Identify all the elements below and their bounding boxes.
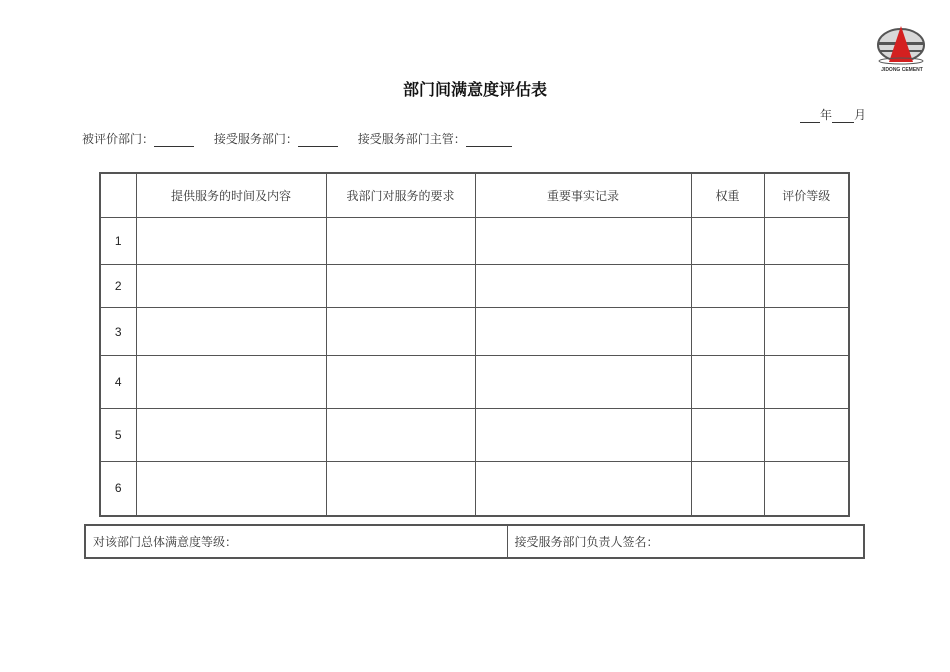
column-header: 评价等级 [764, 173, 849, 218]
evaluator-dept-field [82, 130, 194, 147]
table-cell[interactable] [691, 218, 764, 265]
signature-cell[interactable]: 接受服务部门负责人签名： [507, 525, 864, 558]
row-number: 5 [100, 409, 136, 462]
table-cell[interactable] [475, 218, 691, 265]
service-dept-field [214, 130, 338, 147]
table-cell[interactable] [475, 265, 691, 308]
year-blank[interactable] [800, 109, 820, 123]
evaluator-dept-blank[interactable] [154, 133, 194, 147]
table-cell[interactable] [691, 462, 764, 516]
table-cell[interactable] [326, 218, 475, 265]
date-line [800, 106, 866, 123]
table-row [100, 409, 849, 462]
row-number: 4 [100, 356, 136, 409]
row-number: 6 [100, 462, 136, 516]
table-cell[interactable] [691, 356, 764, 409]
logo-text: JIDONG CEMENT [881, 67, 923, 73]
table-cell[interactable] [691, 409, 764, 462]
service-supervisor-label: 接受服务部门主管： [357, 132, 466, 146]
table-cell[interactable] [136, 356, 326, 409]
table-cell[interactable] [764, 409, 849, 462]
table-row [100, 356, 849, 409]
table-cell[interactable] [326, 462, 475, 516]
overall-satisfaction-cell[interactable]: 对该部门总体满意度等级： [85, 525, 507, 558]
table-cell[interactable] [326, 308, 475, 356]
table-cell[interactable] [136, 462, 326, 516]
year-label: 年 [819, 108, 832, 122]
service-supervisor-blank[interactable] [466, 133, 512, 147]
table-row [100, 308, 849, 356]
table-row [100, 462, 849, 516]
table-cell[interactable] [764, 218, 849, 265]
service-supervisor-field [358, 130, 512, 147]
column-header: 提供服务的时间及内容 [136, 173, 326, 218]
table-header-row [100, 173, 849, 218]
table-cell[interactable] [136, 409, 326, 462]
evaluation-table [99, 172, 850, 517]
column-header [100, 173, 136, 218]
table-cell[interactable] [475, 308, 691, 356]
table-cell[interactable] [764, 265, 849, 308]
row-number: 3 [100, 308, 136, 356]
info-line [82, 130, 528, 147]
page-title: 部门间满意度评估表 [402, 80, 547, 99]
table-cell[interactable] [136, 265, 326, 308]
table-row [100, 265, 849, 308]
evaluator-dept-label: 被评价部门： [82, 132, 155, 146]
summary-table [84, 524, 865, 559]
month-blank[interactable] [832, 109, 854, 123]
month-label: 月 [853, 108, 866, 122]
column-header: 我部门对服务的要求 [326, 173, 475, 218]
row-number: 1 [100, 218, 136, 265]
company-logo [874, 24, 930, 76]
table-cell[interactable] [326, 356, 475, 409]
table-cell[interactable] [475, 462, 691, 516]
service-dept-label: 接受服务部门： [213, 132, 298, 146]
jidong-cement-logo-icon [874, 24, 930, 68]
table-cell[interactable] [136, 308, 326, 356]
table-cell[interactable] [136, 218, 326, 265]
column-header: 重要事实记录 [475, 173, 691, 218]
table-cell[interactable] [764, 356, 849, 409]
table-cell[interactable] [475, 356, 691, 409]
row-number: 2 [100, 265, 136, 308]
service-dept-blank[interactable] [298, 133, 338, 147]
column-header: 权重 [691, 173, 764, 218]
table-cell[interactable] [691, 308, 764, 356]
table-cell[interactable] [691, 265, 764, 308]
table-cell[interactable] [326, 265, 475, 308]
table-cell[interactable] [764, 462, 849, 516]
table-cell[interactable] [326, 409, 475, 462]
table-cell[interactable] [764, 308, 849, 356]
table-cell[interactable] [475, 409, 691, 462]
table-row [100, 218, 849, 265]
summary-row [85, 525, 864, 558]
